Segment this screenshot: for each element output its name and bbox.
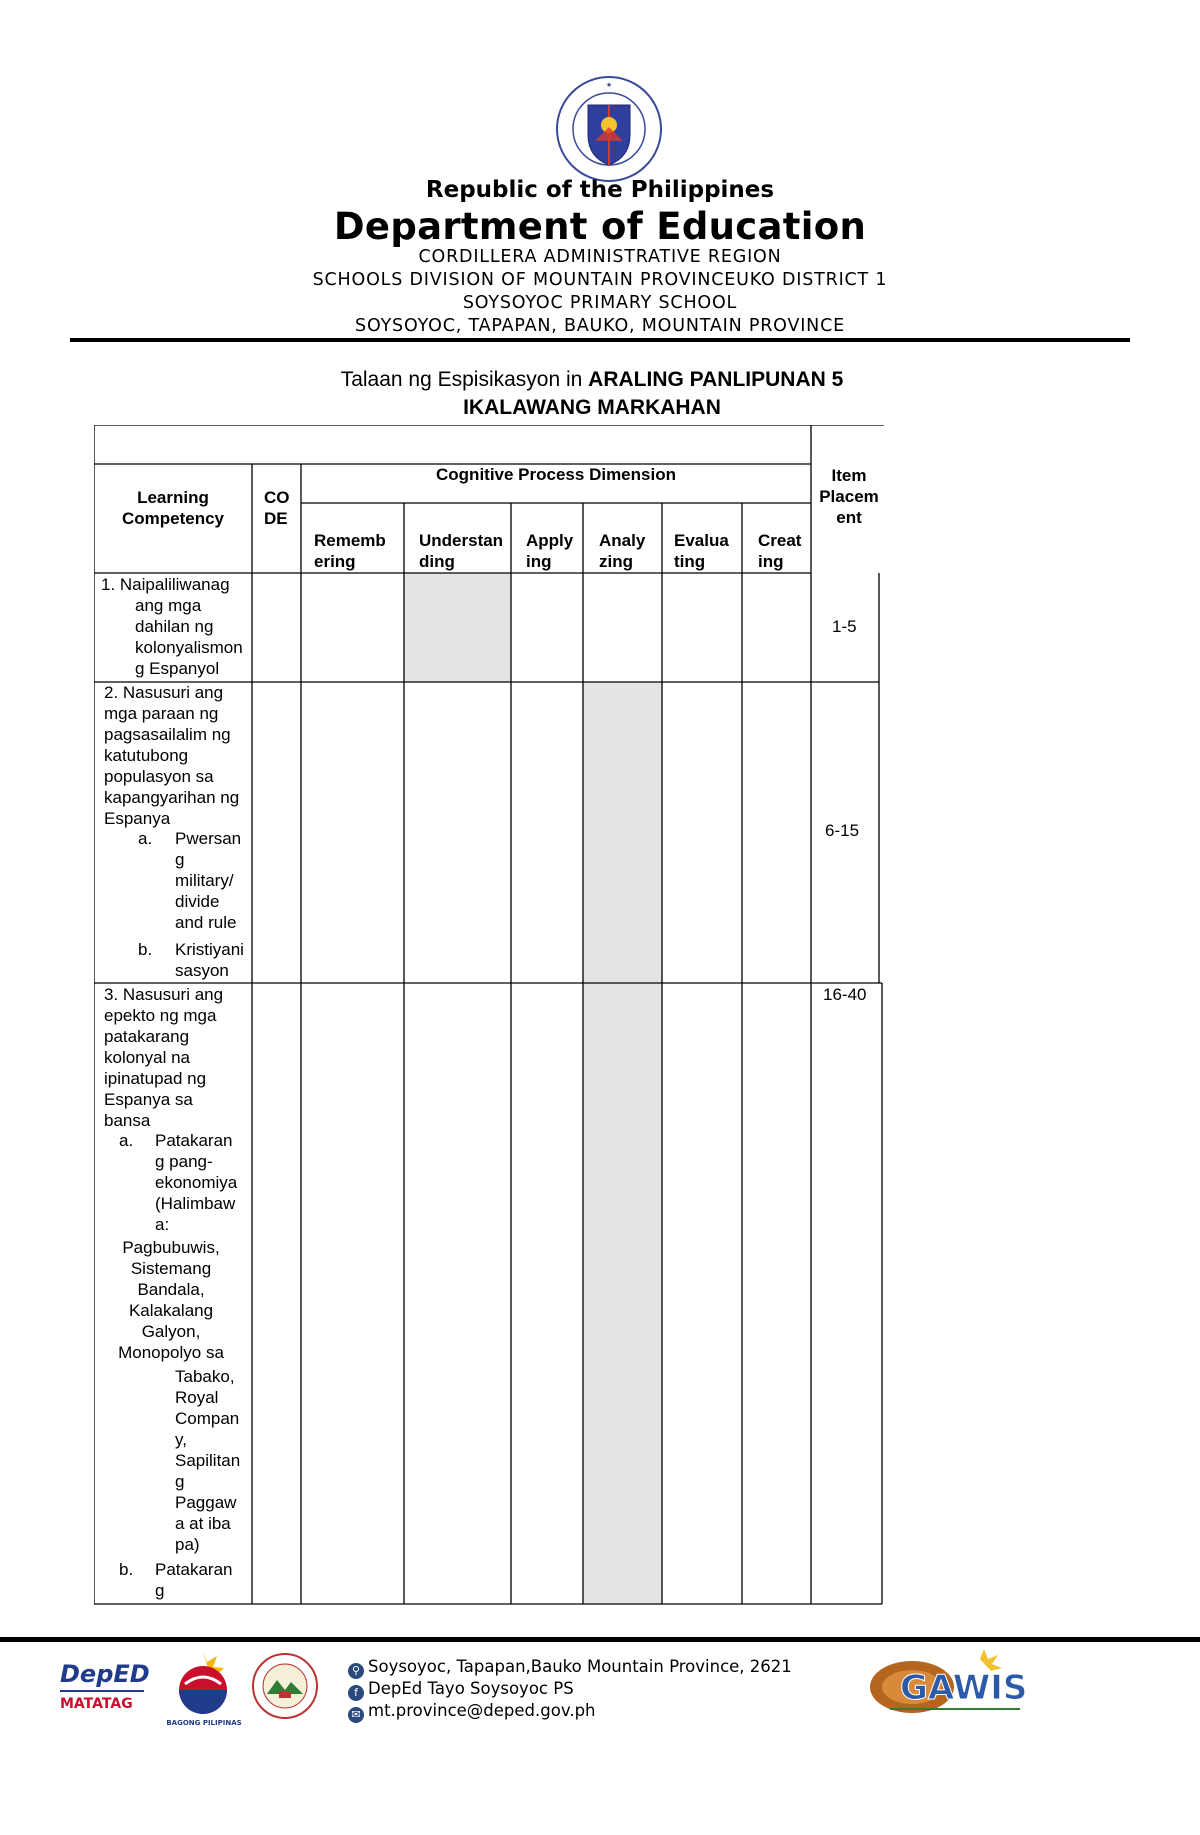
header-understanding-line2: ding [419,552,455,571]
row3-example-line: Royal [175,1388,219,1407]
republic-heading: Republic of the Philippines [425,177,775,203]
header-code-line1: CO [264,488,290,507]
row3-sub-a-line: a: [155,1215,170,1234]
row3-example-line: Compan [175,1409,240,1428]
row2-sub-a-line: g [175,850,185,869]
row1-placement: 1-5 [832,617,857,636]
row3-example-line: Sistemang [130,1259,212,1278]
row2-line: populasyon sa [104,767,214,786]
shade-understanding-row1 [404,573,511,682]
row2-line: mga paraan ng [104,704,219,723]
footer-email[interactable] [348,1701,596,1723]
row1-line: dahilan ng [135,617,214,636]
header-analyzing-line1: Analy [599,531,646,550]
header-applying-line2: ing [526,552,552,571]
row2-sub-a-line: divide [175,892,220,911]
bagong-pilipinas-logo [163,1650,243,1728]
row3-line: epekto ng mga [104,1006,217,1025]
row3-example-line: Monopolyo sa [118,1343,224,1362]
matatag-text: MATATAG [60,1696,133,1712]
row1-line: ang mga [135,596,202,615]
row3-line: 3. Nasusuri ang [104,985,224,1004]
shade-analyzing-row2 [583,682,662,983]
division-line: SCHOOLS DIVISION OF MOUNTAIN PROVINCEUKO DISTRICT 1 [312,270,888,290]
shade-analyzing-row3 [583,983,662,1604]
row3-line: kolonyal na [104,1048,191,1067]
header-applying [526,530,573,572]
row3-example-line: g [175,1472,185,1491]
location-pin-icon: ⚲ [348,1663,364,1679]
row1-competency [101,574,243,679]
header-creating-line1: Creat [758,531,802,550]
row3-sub-a-line: (Halimbaw [155,1194,236,1213]
row2-line: pagsasailalim ng [104,725,231,744]
header-creating [758,530,801,572]
header-applying-line1: Apply [526,531,574,550]
header-placement-line1: Item [831,466,867,485]
row3-line: patakarang [104,1027,190,1046]
row1-line: 1. Naipaliliwanag [101,575,230,594]
footer-address [348,1657,792,1679]
quarter-title: IKALAWANG MARKAHAN [463,396,721,419]
row3-line: Espanya sa [104,1090,193,1109]
row2-sub-b-marker: b. [138,940,153,959]
row3-sub-a-marker: a. [119,1131,134,1150]
header-placement-line2: Placem [819,487,879,506]
svg-text:★: ★ [605,81,613,89]
row3-example-line: Pagbubuwis, [122,1238,220,1257]
row3-line: bansa [104,1111,151,1130]
deped-logo-text: DepED [60,1660,150,1688]
title-prefix: Talaan ng Espisikasyon in [340,368,589,391]
region-line: CORDILLERA ADMINISTRATIVE REGION [418,247,782,267]
row3-example-line: Galyon, [141,1322,201,1341]
row2-sub-b-line: sasyon [175,961,229,980]
row3-sub-a-line: Patakaran [155,1131,233,1150]
header-remembering-line1: Rememb [314,531,386,550]
footer-facebook[interactable] [348,1679,574,1701]
document-title [0,368,1184,392]
row3-example-line: pa) [175,1535,200,1554]
row3-sub-b [155,1559,233,1601]
address-line: SOYSOYOC, TAPAPAN, BAUKO, MOUNTAIN PROVINCE [355,316,845,336]
header-remembering-line2: ering [314,552,356,571]
row3-sub-b-line: g [155,1581,165,1600]
row3-example-line: y, [175,1430,187,1449]
department-heading: Department of Education [333,205,867,248]
row3-sub-a-line: ekonomiya [155,1173,238,1192]
header-remembering [314,530,386,572]
row2-line: 2. Nasusuri ang [104,683,224,702]
footer-divider [0,1637,1200,1642]
row3-competency [104,984,223,1131]
row2-sub-a-marker: a. [138,829,153,848]
header-item-placement [811,465,887,528]
row3-example-line: Bandala, [137,1280,205,1299]
deped-seal-logo [555,75,663,183]
gawis-logo [860,1645,1030,1725]
header-evaluating [674,530,729,572]
row2-sub-a-line: military/ [175,871,234,890]
row2-sub-a [175,828,241,933]
row2-placement: 6-15 [825,821,860,840]
deped-matatag-logo [60,1660,148,1730]
header-code-line2: DE [264,509,288,528]
row2-sub-b [175,939,244,981]
email-icon: ✉ [348,1707,364,1723]
row3-examples-continued [175,1366,240,1555]
footer-email-text: mt.province@deped.gov.ph [368,1701,596,1720]
row3-sub-b-line: Patakaran [155,1560,233,1579]
facebook-icon: f [348,1685,364,1701]
gawis-logo-text: GAWIS [900,1668,1028,1708]
row3-line: ipinatupad ng [104,1069,207,1088]
header-analyzing [599,530,645,572]
row3-examples [104,1237,238,1363]
header-evaluating-line2: ting [674,552,706,571]
bagong-pilipinas-text: BAGONG PILIPINAS [166,1719,242,1727]
row2-sub-b-line: Kristiyani [175,940,244,959]
row2-line: Espanya [104,809,171,828]
header-learning-competency [94,487,252,529]
header-placement-line3: ent [836,508,862,527]
header-code [264,487,290,529]
title-subject: ARALING PANLIPUNAN 5 [588,368,844,391]
row2-sub-a-line: and rule [175,913,237,932]
row3-sub-a [155,1130,237,1235]
header-evaluating-line1: Evalua [674,531,729,550]
header-competency-line1: Learning [137,488,209,507]
row2-line: katutubong [104,746,189,765]
row3-sub-b-marker: b. [119,1560,134,1579]
row3-sub-a-line: g pang- [155,1152,213,1171]
footer-facebook-text: DepEd Tayo Soysoyoc PS [368,1679,574,1698]
header-understanding [419,530,503,572]
school-line: SOYSOYOC PRIMARY SCHOOL [462,293,738,313]
row3-example-line: Paggaw [175,1493,237,1512]
row2-competency [104,682,239,829]
row2-sub-a-line: Pwersan [175,829,242,848]
row2-line: kapangyarihan ng [104,788,240,807]
header-understanding-line1: Understan [419,531,504,550]
row3-placement: 16-40 [823,985,867,1004]
row3-example-line: Kalakalang [128,1301,214,1320]
header-cognitive-dimension: Cognitive Process Dimension [436,465,676,484]
header-creating-line2: ing [758,552,784,571]
row3-example-line: a at iba [175,1514,231,1533]
row3-example-line: Tabako, [175,1367,235,1386]
footer-address-text: Soysoyoc, Tapapan,Bauko Mountain Province, 2621 [368,1657,792,1676]
header-competency-line2: Competency [121,509,225,528]
header-divider [70,338,1130,342]
row3-example-line: Sapilitan [175,1451,241,1470]
school-seal-logo [251,1652,319,1720]
row1-line: kolonyalismon [135,638,243,657]
row1-line: g Espanyol [135,659,220,678]
header-analyzing-line2: zing [599,552,633,571]
